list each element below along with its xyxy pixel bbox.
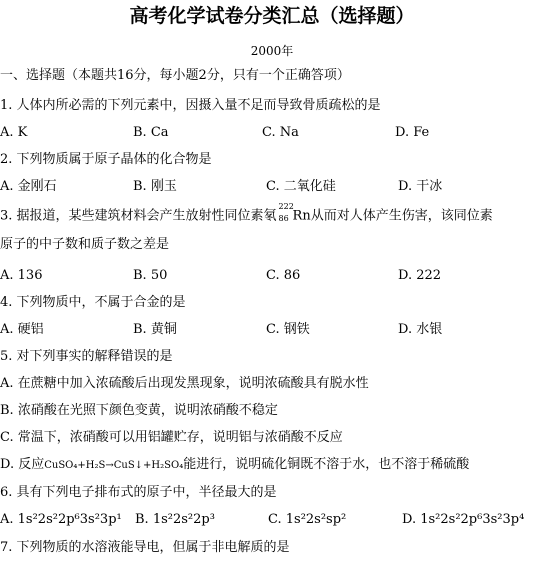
question-5-option-d: [0, 457, 469, 474]
question-3-stem-part-b: 从而对人体产生伤害，该同位素: [310, 208, 493, 224]
question-1-option-c: C. Na: [262, 125, 299, 140]
question-4-stem: 4. 下列物质中，不属于合金的是: [0, 295, 186, 310]
radon-nuclide: [277, 202, 294, 224]
question-4-option-a: A. 硬铝: [0, 322, 44, 337]
radon-atomic-number: 86: [278, 214, 289, 223]
question-3-option-a: A. 136: [0, 268, 43, 283]
question-6-option-c: C. 1s²2s²sp²: [268, 512, 347, 527]
page-title: 高考化学试卷分类汇总（选择题）: [129, 5, 415, 27]
question-5-option-d-prefix: D. 反应: [0, 457, 45, 472]
question-5-stem: 5. 对下列事实的解释错误的是: [0, 349, 173, 364]
question-3-stem-continued: 原子的中子数和质子数之差是: [0, 237, 170, 252]
question-6-option-b: B. 1s²2s²2p³: [135, 512, 215, 527]
question-1-option-a: A. K: [0, 125, 28, 140]
question-2-option-d: D. 干冰: [398, 179, 443, 194]
question-4-option-d: D. 水银: [398, 322, 443, 337]
question-3-option-c: C. 86: [266, 268, 301, 283]
reaction-equation: CuSO₄+H₂S→CuS↓+H₂SO₄: [44, 460, 184, 471]
question-3-stem: [0, 202, 493, 225]
question-4-option-c: C. 钢铁: [266, 322, 310, 337]
radon-symbol: Rn: [292, 208, 311, 224]
question-2-option-b: B. 刚玉: [133, 179, 177, 194]
question-6-option-d: D. 1s²2s²2p⁶3s²3p⁴: [402, 512, 525, 527]
question-5-option-c: C. 常温下，浓硝酸可以用铝罐贮存，说明铝与浓硝酸不反应: [0, 430, 343, 445]
section-heading: 一、选择题（本题共16分，每小题2分，只有一个正确答项）: [0, 68, 350, 83]
question-7-stem: 7. 下列物质的水溶液能导电，但属于非电解质的是: [0, 540, 290, 555]
question-4-option-b: B. 黄铜: [133, 322, 177, 337]
question-1-option-b: B. Ca: [133, 125, 169, 140]
radon-mass-number: 222: [278, 202, 294, 211]
question-1-option-d: D. Fe: [395, 125, 430, 140]
question-5-option-b: B. 浓硝酸在光照下颜色变黄，说明浓硝酸不稳定: [0, 403, 278, 418]
question-5-option-a: A. 在蔗糖中加入浓硫酸后出现发黑现象，说明浓硫酸具有脱水性: [0, 376, 369, 391]
question-2-stem: 2. 下列物质属于原子晶体的化合物是: [0, 152, 212, 167]
question-2-option-c: C. 二氧化硅: [266, 179, 336, 194]
question-3-option-d: D. 222: [398, 268, 442, 283]
question-3-option-b: B. 50: [133, 268, 168, 283]
year-label: 2000年: [250, 44, 294, 58]
question-6-option-a: A. 1s²2s²2p⁶3s²3p¹: [0, 512, 122, 527]
question-6-stem: 6. 具有下列电子排布式的原子中，半径最大的是: [0, 485, 277, 500]
question-3-stem-part-a: 3. 据报道，某些建筑材料会产生放射性同位素氡: [0, 208, 277, 224]
question-1-stem: 1. 人体内所必需的下列元素中，因摄入量不足而导致骨质疏松的是: [0, 98, 381, 113]
question-2-option-a: A. 金刚石: [0, 179, 57, 194]
question-5-option-d-suffix: 能进行，说明硫化铜既不溶于水，也不溶于稀硫酸: [183, 457, 470, 472]
